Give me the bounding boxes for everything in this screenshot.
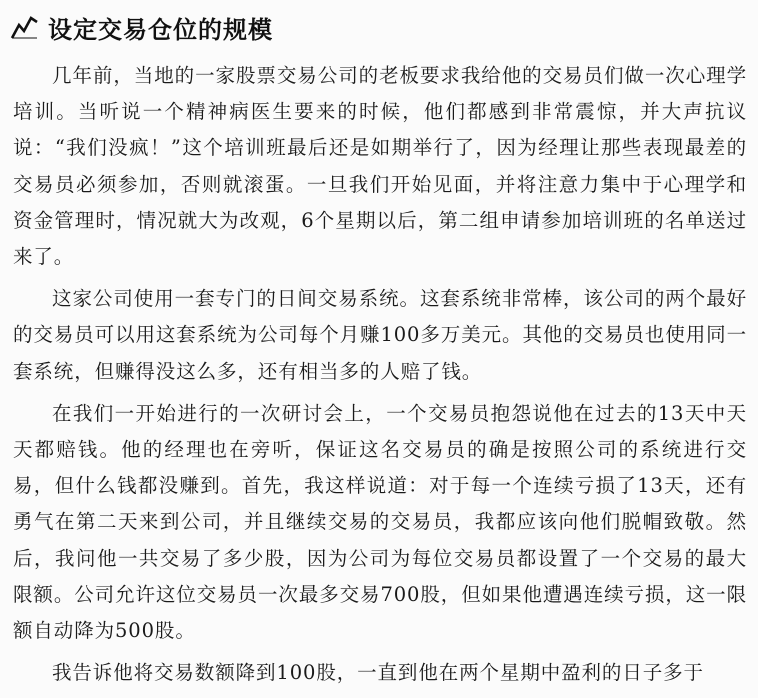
paragraph: 在我们一开始进行的一次研讨会上，一个交易员抱怨说他在过去的13天中天天都赔钱。他的经理也在旁听，保证这名交易员的确是按照公司的系统进行交易，但什么钱都没赚到。首先，我这样说道：对于每一个连续亏损了13天，还有勇气在第二天来到公司，并且继续交易的交易员，我都应该向他们脱帽致敬。然后，我问他一共交易了多少股，因为公司为每位交易员都设置了一个交易的最大限额。公司允许这位交易员一次最多交易700股，但如果他遭遇连续亏损，这一限额自动降为500股。	[13, 401, 747, 643]
paragraph: 几年前，当地的一家股票交易公司的老板要求我给他的交易员们做一次心理学培训。当听说一个精神病医生要来的时候，他们都感到非常震惊，并大声抗议说：“我们没疯！”这个培训班最后还是如期举行了，因为经理让那些表现最差的交易员必须参加，否则就滚蛋。一旦我们开始见面，并将注意力集中于心理学和资金管理时，情况就大为改观，6个星期以后，第二组申请参加培训班的名单送过来了。	[13, 64, 747, 269]
trend-chart-icon	[10, 12, 40, 42]
section-title: 设定交易仓位的规模	[48, 15, 273, 44]
paragraph: 我告诉他将交易数额降到100股，一直到他在两个星期中盈利的日子多于	[52, 661, 704, 685]
body-text	[13, 58, 747, 691]
section-heading	[10, 9, 273, 45]
paragraph: 这家公司使用一套专门的日间交易系统。这套系统非常棒，该公司的两个最好的交易员可以用这套系统为公司每个月赚100多万美元。其他的交易员也使用同一套系统，但赚得没这么多，还有相当多的人赔了钱。	[13, 287, 747, 383]
